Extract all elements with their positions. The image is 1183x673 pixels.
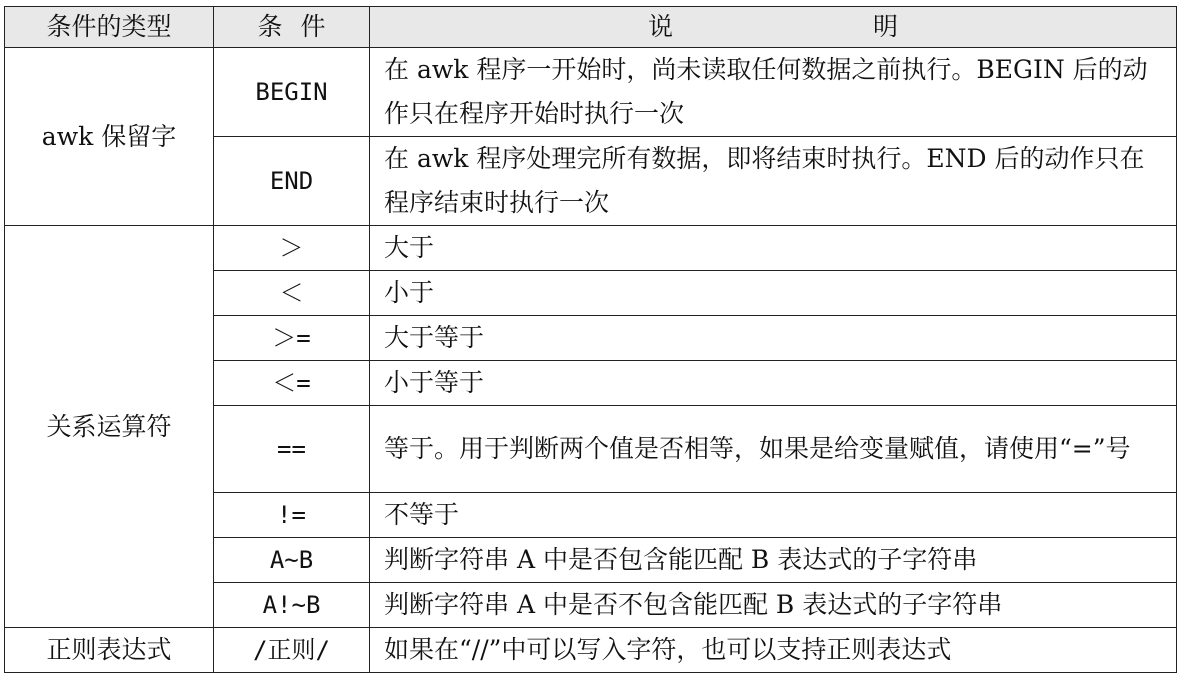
condition-cell: BEGIN <box>214 48 370 137</box>
condition-cell: ＞= <box>214 316 370 361</box>
table-row <box>5 628 1177 673</box>
condition-cell: ＜ <box>214 271 370 316</box>
description-cell: 小于 <box>370 271 1177 316</box>
condition-cell: END <box>214 137 370 226</box>
header-description: 说明 <box>370 7 1177 48</box>
description-cell: 判断字符串 A 中是否不包含能匹配 B 表达式的子字符串 <box>370 583 1177 628</box>
group-reserved-words: awk 保留字 <box>5 48 214 226</box>
awk-condition-table <box>4 6 1177 673</box>
header-condition: 条件 <box>214 7 370 48</box>
group-relational-operators: 关系运算符 <box>5 226 214 628</box>
description-cell: 如果在“//”中可以写入字符，也可以支持正则表达式 <box>370 628 1177 673</box>
description-cell: 大于等于 <box>370 316 1177 361</box>
description-cell: 不等于 <box>370 493 1177 538</box>
description-cell: 在 awk 程序一开始时，尚未读取任何数据之前执行。BEGIN 后的动作只在程序开始时执行一次 <box>370 48 1177 137</box>
condition-cell: ＜= <box>214 361 370 406</box>
condition-cell: == <box>214 406 370 493</box>
condition-cell: A~B <box>214 538 370 583</box>
description-cell: 大于 <box>370 226 1177 271</box>
condition-cell: A!~B <box>214 583 370 628</box>
description-cell: 判断字符串 A 中是否包含能匹配 B 表达式的子字符串 <box>370 538 1177 583</box>
condition-cell: ＞ <box>214 226 370 271</box>
table-row <box>5 48 1177 137</box>
table-header-row <box>5 7 1177 48</box>
table-row <box>5 226 1177 271</box>
description-cell: 小于等于 <box>370 361 1177 406</box>
group-regular-expression: 正则表达式 <box>5 628 214 673</box>
condition-cell: != <box>214 493 370 538</box>
condition-cell: /正则/ <box>214 628 370 673</box>
description-cell: 等于。用于判断两个值是否相等，如果是给变量赋值，请使用“=”号 <box>370 406 1177 493</box>
description-cell: 在 awk 程序处理完所有数据，即将结束时执行。END 后的动作只在程序结束时执行一次 <box>370 137 1177 226</box>
header-condition-type: 条件的类型 <box>5 7 214 48</box>
